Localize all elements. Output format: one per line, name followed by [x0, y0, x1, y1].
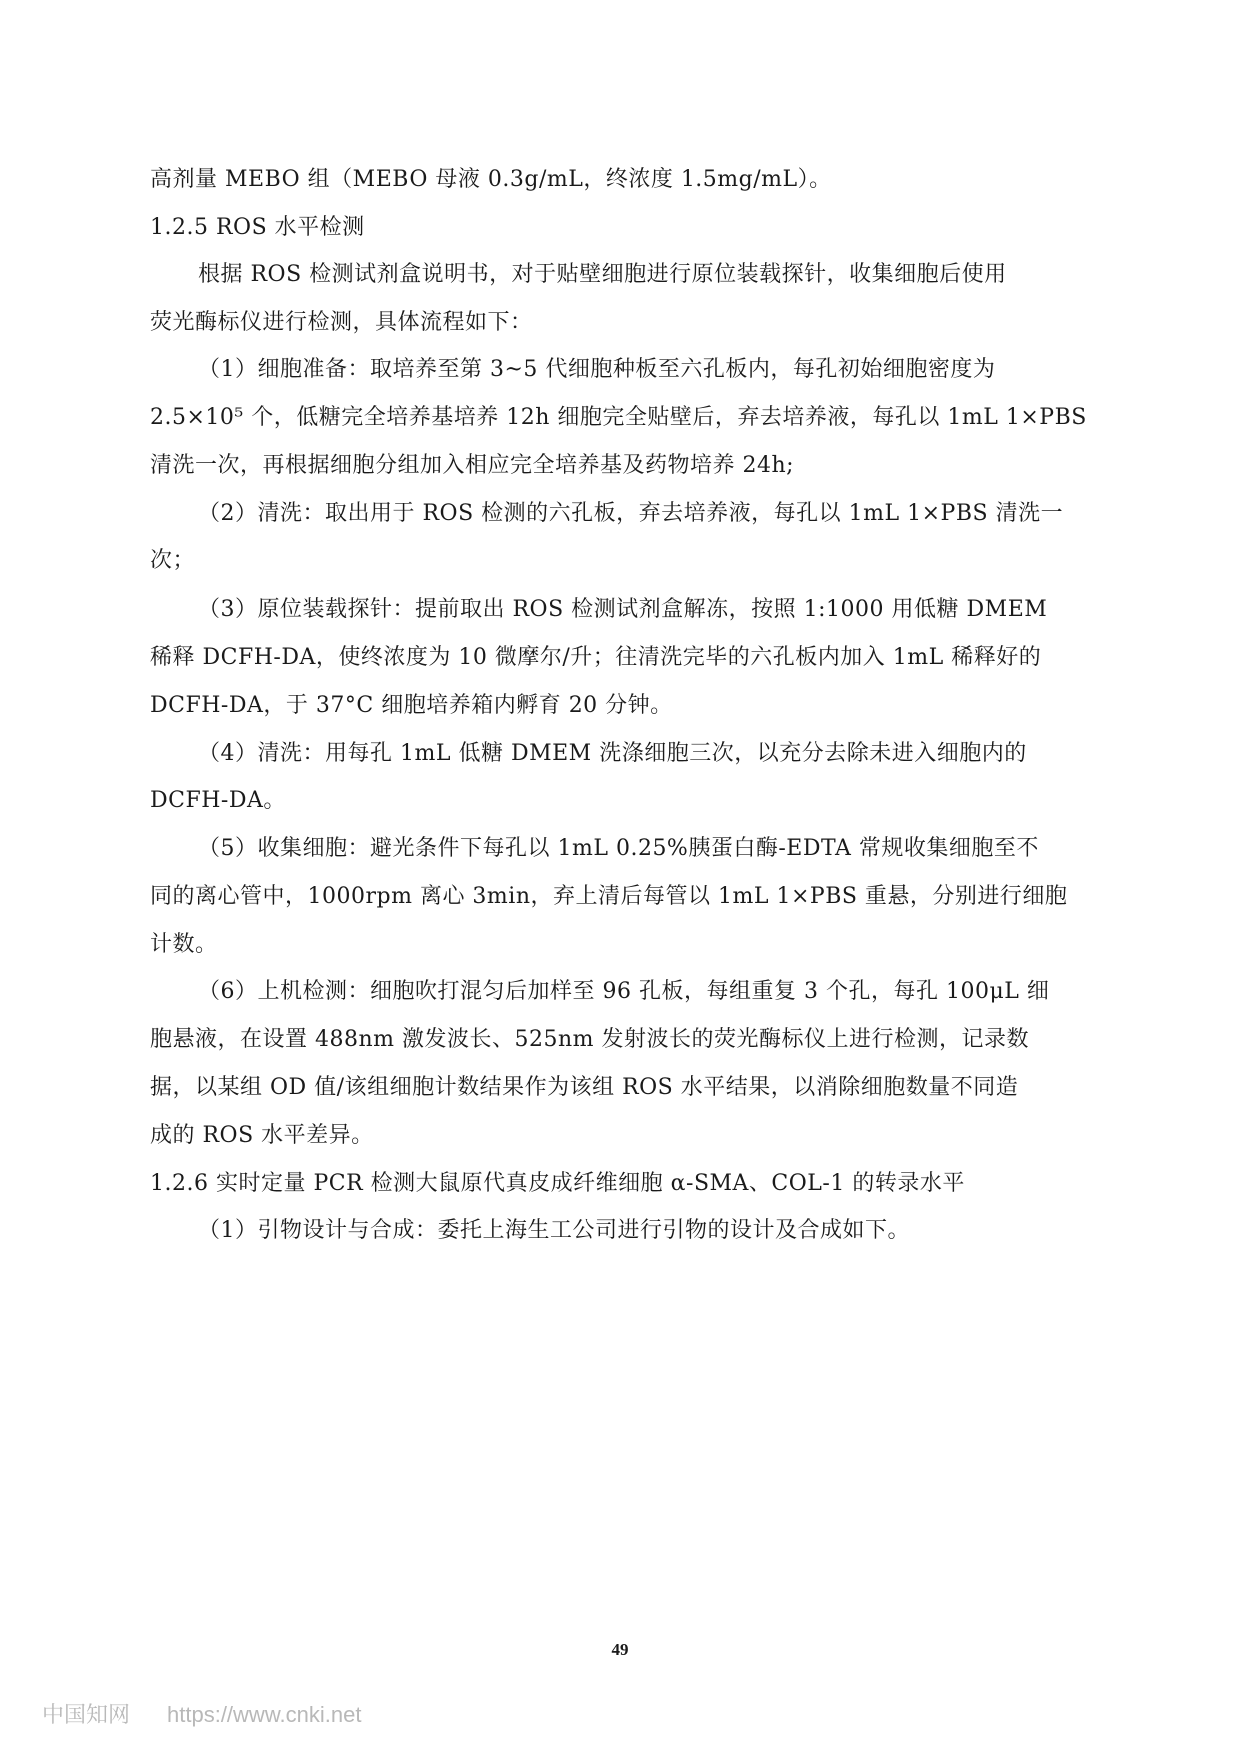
text-line: 1.2.6 实时定量 PCR 检测大鼠原代真皮成纤维细胞 α-SMA、COL-1 的转录水平	[150, 1171, 965, 1196]
watermark-brand: 中国知网	[42, 1703, 131, 1728]
text-line: 1.2.5 ROS 水平检测	[150, 215, 365, 240]
watermark-url: https://www.cnki.net	[167, 1702, 362, 1727]
text-line: DCFH-DA。	[150, 788, 286, 813]
text-line: （3）原位装载探针：提前取出 ROS 检测试剂盒解冻，按照 1:1000 用低糖 DMEM	[198, 597, 1048, 622]
text-line: 根据 ROS 检测试剂盒说明书，对于贴壁细胞进行原位装载探针，收集细胞后使用	[198, 262, 1007, 287]
text-line: 计数。	[150, 932, 218, 957]
text-line: 胞悬液，在设置 488nm 激发波长、525nm 发射波长的荧光酶标仪上进行检测，记录数	[150, 1027, 1030, 1052]
text-line: （1）引物设计与合成：委托上海生工公司进行引物的设计及合成如下。	[198, 1218, 910, 1243]
text-line: 次；	[150, 548, 196, 573]
text-line: （1）细胞准备：取培养至第 3~5 代细胞种板至六孔板内，每孔初始细胞密度为	[198, 357, 996, 382]
text-line: DCFH-DA，于 37°C 细胞培养箱内孵育 20 分钟。	[150, 693, 673, 718]
text-line: 稀释 DCFH-DA，使终浓度为 10 微摩尔/升；往清洗完毕的六孔板内加入 1mL 稀释好的	[150, 645, 1042, 670]
text-line: 2.5×10⁵ 个，低糖完全培养基培养 12h 细胞完全贴壁后，弃去培养液，每孔以 1mL 1×PBS	[150, 405, 1087, 430]
text-line: （4）清洗：用每孔 1mL 低糖 DMEM 洗涤细胞三次，以充分去除未进入细胞内的	[198, 741, 1027, 766]
text-line: 同的离心管中，1000rpm 离心 3min，弃上清后每管以 1mL 1×PBS 重悬，分别进行细胞	[150, 884, 1068, 909]
text-line: 荧光酶标仪进行检测，具体流程如下：	[150, 310, 533, 335]
text-line: （6）上机检测：细胞吹打混匀后加样至 96 孔板，每组重复 3 个孔，每孔 100μL 细	[198, 979, 1050, 1004]
text-line: （5）收集细胞：避光条件下每孔以 1mL 0.25%胰蛋白酶-EDTA 常规收集细胞至不	[198, 836, 1039, 861]
page-number: 49	[611, 1640, 629, 1659]
text-line: 成的 ROS 水平差异。	[150, 1123, 374, 1148]
text-line: 据，以某组 OD 值/该组细胞计数结果作为该组 ROS 水平结果，以消除细胞数量不同造	[150, 1075, 1019, 1100]
text-line: （2）清洗：取出用于 ROS 检测的六孔板，弃去培养液，每孔以 1mL 1×PBS 清洗一	[198, 501, 1064, 526]
text-line: 高剂量 MEBO 组（MEBO 母液 0.3g/mL，终浓度 1.5mg/mL）。	[150, 167, 832, 192]
text-line: 清洗一次，再根据细胞分组加入相应完全培养基及药物培养 24h;	[150, 453, 795, 478]
cnki-watermark	[42, 1698, 361, 1729]
